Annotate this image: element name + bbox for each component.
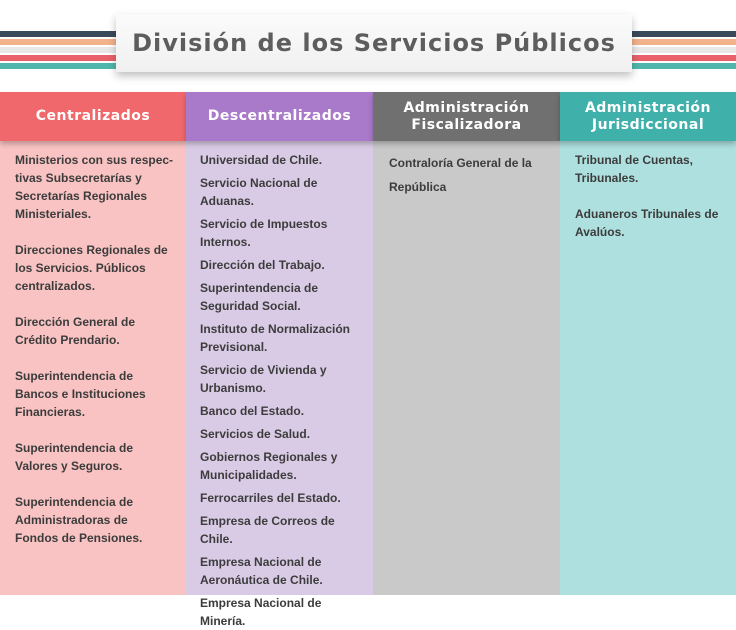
list-item: Dirección General de Crédito Prendario. [15,315,136,347]
column-jurisdiccional [560,92,736,595]
column-header-line: Jurisdiccional [591,116,705,133]
list-item: Superintendencia de Bancos e Instituciones Financieras. [15,369,146,419]
list-item: Empresa Nacional de Minería. [200,596,322,628]
list-item: Tribunal de Cuentas, Tribunales. [575,153,694,185]
column-header-jurisdiccional [560,92,736,141]
list-item: Superintendencia de Seguridad Social. [200,281,319,313]
column-header-descentralizados [186,92,373,141]
column-body-centralizados [0,141,186,547]
column-header-line: Administración [403,99,530,116]
column-fiscalizadora [373,92,560,595]
list-item: Empresa de Correos de Chile. [200,514,335,546]
list-item: Servicio de Impuestos Internos. [200,217,328,249]
column-header-line: Descentralizados [207,108,352,124]
list-item: Aduaneros Tribunales de Avalúos. [575,207,719,239]
column-header-line: Administración [584,99,712,116]
column-body-descentralizados [186,141,373,630]
list-item: Ministerios con sus respec-tivas Subsecretarías y Secretarías Regionales Ministeriales. [15,153,174,221]
list-item: Superintendencia de Valores y Seguros. [15,441,134,473]
list-item: Contraloría General de la República [389,156,532,194]
division-columns [0,92,736,628]
list-item: Gobiernos Regionales y Municipalidades. [200,450,338,482]
list-item: Empresa Nacional de Aeronáutica de Chile. [200,555,323,587]
column-body-jurisdiccional [560,141,736,241]
column-header-line: Centralizados [35,108,151,124]
list-item: Banco del Estado. [200,404,305,418]
column-header-line: Fiscalizadora [411,116,522,133]
decorative-stripes-right [620,31,736,71]
decorative-stripes-left [0,31,116,71]
column-centralizados [0,92,186,595]
column-body-fiscalizadora [373,141,560,199]
page-title: División de los Servicios Públicos [132,29,616,57]
list-item: Servicios de Salud. [200,427,311,441]
list-item: Instituto de Normalización Previsional. [200,322,351,354]
list-item: Dirección del Trabajo. [200,258,325,272]
list-item: Superintendencia de Administradoras de Fondos de Pensiones. [15,495,143,545]
list-item: Direcciones Regionales de los Servicios. Públicos centralizados. [15,243,168,293]
title-banner [116,14,632,72]
column-header-fiscalizadora [373,92,560,141]
list-item: Servicio de Vivienda y Urbanismo. [200,363,327,395]
list-item: Servicio Nacional de Aduanas. [200,176,318,208]
list-item: Ferrocarriles del Estado. [200,491,341,505]
column-header-centralizados [0,92,186,141]
column-descentralizados [186,92,373,628]
list-item: Universidad de Chile. [200,153,323,167]
